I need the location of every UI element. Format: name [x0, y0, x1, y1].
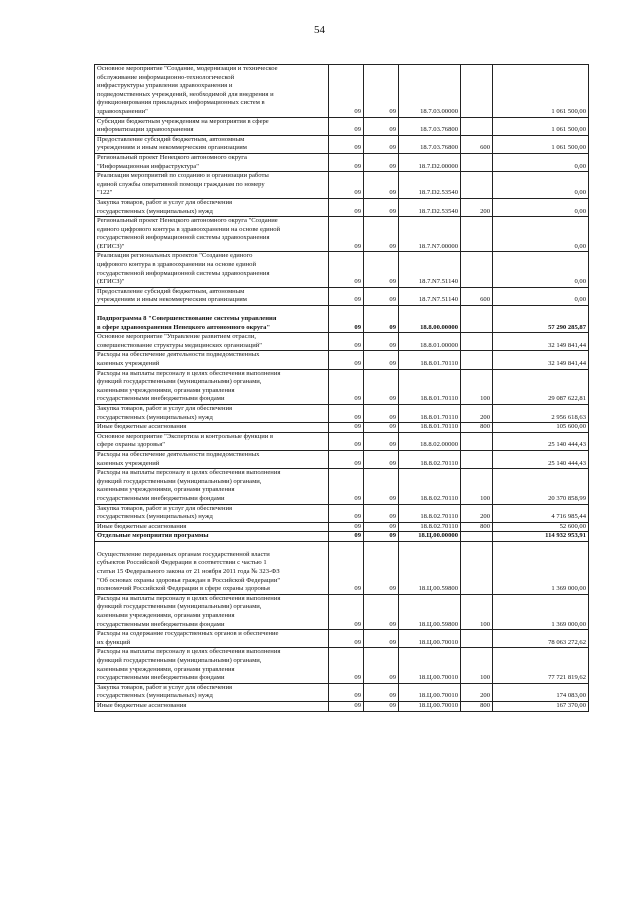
target-article-code-cell: 18.7.D2.53540 — [399, 172, 461, 199]
section-code-cell: 09 — [329, 450, 364, 468]
section-code-cell: 09 — [329, 252, 364, 287]
row-name-cell: Отдельные мероприятия программы — [95, 532, 329, 542]
target-article-code-cell: 18.7.N7.51140 — [399, 252, 461, 287]
amount-cell: 0,00 — [493, 252, 589, 287]
row-name-cell: Основное мероприятие "Управление развитием отрасли, совершенствование структуры медицинских организаций" — [95, 333, 329, 351]
subsection-code-cell: 09 — [364, 701, 399, 711]
table-row — [95, 423, 589, 433]
amount-cell: 4 716 985,44 — [493, 504, 589, 522]
expense-type-code-cell: 600 — [461, 287, 493, 305]
expense-type-code-cell — [461, 217, 493, 252]
table-row — [95, 369, 589, 404]
expense-type-code-cell: 800 — [461, 701, 493, 711]
row-name-cell: Региональный проект Ненецкого автономного округа "Создание единого цифрового контура в здравоохранении на основе единой государственной информационной системы здравоохранения (ЕГИСЗ)" — [95, 217, 329, 252]
expense-type-code-cell — [461, 153, 493, 171]
expense-type-code-cell — [461, 630, 493, 648]
expense-type-code-cell: 100 — [461, 594, 493, 629]
section-code-cell: 09 — [329, 648, 364, 683]
subsection-code-cell: 09 — [364, 541, 399, 594]
amount-cell: 105 600,00 — [493, 423, 589, 433]
subsection-code-cell: 09 — [364, 469, 399, 504]
section-code-cell: 09 — [329, 306, 364, 333]
target-article-code-cell: 18.Ц.00.70010 — [399, 683, 461, 701]
section-code-cell: 09 — [329, 541, 364, 594]
amount-cell: 32 149 841,44 — [493, 351, 589, 369]
subsection-code-cell: 09 — [364, 450, 399, 468]
target-article-code-cell: 18.8.01.70110 — [399, 369, 461, 404]
target-article-code-cell: 18.Ц.00.59800 — [399, 594, 461, 629]
table-row — [95, 701, 589, 711]
row-name-cell: Реализация мероприятий по созданию и организации работы единой службы оперативной помощи гражданам по номеру "122" — [95, 172, 329, 199]
section-code-cell: 09 — [329, 172, 364, 199]
expense-type-code-cell: 200 — [461, 683, 493, 701]
section-code-cell: 09 — [329, 522, 364, 532]
subsection-code-cell: 09 — [364, 252, 399, 287]
row-name-cell: Расходы на обеспечение деятельности подведомственных казенных учреждений — [95, 351, 329, 369]
target-article-code-cell: 18.8.02.00000 — [399, 432, 461, 450]
section-code-cell: 09 — [329, 287, 364, 305]
table-row — [95, 333, 589, 351]
expense-type-code-cell — [461, 117, 493, 135]
section-code-cell: 09 — [329, 198, 364, 216]
section-code-cell: 09 — [329, 423, 364, 433]
section-code-cell: 09 — [329, 683, 364, 701]
amount-cell: 77 721 819,62 — [493, 648, 589, 683]
amount-cell: 25 140 444,43 — [493, 432, 589, 450]
table-row — [95, 65, 589, 118]
amount-cell: 167 370,00 — [493, 701, 589, 711]
expense-type-code-cell: 100 — [461, 648, 493, 683]
row-name-cell: Расходы на содержание государственных органов и обеспечение их функций — [95, 630, 329, 648]
section-code-cell: 09 — [329, 369, 364, 404]
subsection-code-cell: 09 — [364, 135, 399, 153]
table-row — [95, 217, 589, 252]
target-article-code-cell: 18.7.D2.00000 — [399, 153, 461, 171]
section-code-cell: 09 — [329, 432, 364, 450]
amount-cell: 1 369 000,00 — [493, 541, 589, 594]
subsection-code-cell: 09 — [364, 217, 399, 252]
expense-type-code-cell: 200 — [461, 198, 493, 216]
target-article-code-cell: 18.Ц.00.59800 — [399, 541, 461, 594]
subsection-code-cell: 09 — [364, 333, 399, 351]
amount-cell: 78 063 272,62 — [493, 630, 589, 648]
subsection-code-cell: 09 — [364, 522, 399, 532]
table-row — [95, 404, 589, 422]
row-name-cell: Расходы на выплаты персоналу в целях обеспечения выполнения функций государственными (муниципальными) органами, казенными учреждениями, органами управления государственными внебюджетными фондами — [95, 594, 329, 629]
amount-cell: 25 140 444,43 — [493, 450, 589, 468]
expense-type-code-cell — [461, 172, 493, 199]
table-row — [95, 522, 589, 532]
table-row — [95, 648, 589, 683]
row-name-cell: Иные бюджетные ассигнования — [95, 423, 329, 433]
table-row — [95, 153, 589, 171]
row-name-cell: Закупка товаров, работ и услуг для обеспечения государственных (муниципальных) нужд — [95, 683, 329, 701]
amount-cell: 1 061 500,00 — [493, 117, 589, 135]
amount-cell: 0,00 — [493, 198, 589, 216]
budget-table — [94, 64, 589, 712]
table-row — [95, 450, 589, 468]
section-code-cell: 09 — [329, 65, 364, 118]
expense-type-code-cell: 100 — [461, 369, 493, 404]
amount-cell: 0,00 — [493, 217, 589, 252]
row-name-cell: Расходы на выплаты персоналу в целях обеспечения выполнения функций государственными (муниципальными) органами, казенными учреждениями, органами управления государственными внебюджетными фондами — [95, 369, 329, 404]
section-code-cell: 09 — [329, 630, 364, 648]
row-name-cell: Подпрограмма 8 "Совершенствование системы управления в сфере здравоохранения Ненецкого автономного округа" — [95, 306, 329, 333]
expense-type-code-cell — [461, 432, 493, 450]
row-name-cell: Иные бюджетные ассигнования — [95, 522, 329, 532]
section-code-cell: 09 — [329, 701, 364, 711]
subsection-code-cell: 09 — [364, 648, 399, 683]
section-code-cell: 09 — [329, 153, 364, 171]
table-row — [95, 683, 589, 701]
target-article-code-cell: 18.Ц.00.70010 — [399, 701, 461, 711]
subsection-code-cell: 09 — [364, 594, 399, 629]
subsection-code-cell: 09 — [364, 369, 399, 404]
amount-cell: 32 149 841,44 — [493, 333, 589, 351]
amount-cell: 29 087 622,81 — [493, 369, 589, 404]
table-row — [95, 306, 589, 333]
section-code-cell: 09 — [329, 469, 364, 504]
row-name-cell: Региональный проект Ненецкого автономного округа "Информационная инфраструктура" — [95, 153, 329, 171]
amount-cell: 0,00 — [493, 153, 589, 171]
row-name-cell: Субсидии бюджетным учреждениям на мероприятия в сфере информатизации здравоохранения — [95, 117, 329, 135]
target-article-code-cell: 18.7.D2.53540 — [399, 198, 461, 216]
row-name-cell: Предоставление субсидий бюджетным, автономным учреждениям и иным некоммерческим организациям — [95, 135, 329, 153]
row-name-cell: Основное мероприятие "Создание, модернизация и техническое обслуживание информационно-технологической инфраструктуры управления здравоохранения и подведомственных учреждений, необходимой для внедрения и функционирования прикладных информационных систем в здравоохранении" — [95, 65, 329, 118]
target-article-code-cell: 18.Ц.00.70010 — [399, 648, 461, 683]
subsection-code-cell: 09 — [364, 432, 399, 450]
expense-type-code-cell — [461, 541, 493, 594]
table-row — [95, 135, 589, 153]
target-article-code-cell: 18.7.03.00000 — [399, 65, 461, 118]
amount-cell: 114 932 953,91 — [493, 532, 589, 542]
expense-type-code-cell: 600 — [461, 135, 493, 153]
table-row — [95, 198, 589, 216]
page-number: 54 — [314, 24, 325, 36]
expense-type-code-cell — [461, 532, 493, 542]
table-row — [95, 541, 589, 594]
table-row — [95, 351, 589, 369]
table-row — [95, 630, 589, 648]
amount-cell: 1 369 000,00 — [493, 594, 589, 629]
row-name-cell: Предоставление субсидий бюджетным, автономным учреждениям и иным некоммерческим организациям — [95, 287, 329, 305]
subsection-code-cell: 09 — [364, 65, 399, 118]
expense-type-code-cell: 200 — [461, 504, 493, 522]
subsection-code-cell: 09 — [364, 351, 399, 369]
row-name-cell: Реализация региональных проектов "Создание единого цифрового контура в здравоохранении на основе единой государственной информационной системы здравоохранения (ЕГИСЗ)" — [95, 252, 329, 287]
expense-type-code-cell — [461, 351, 493, 369]
subsection-code-cell: 09 — [364, 683, 399, 701]
expense-type-code-cell — [461, 65, 493, 118]
table-row — [95, 172, 589, 199]
section-code-cell: 09 — [329, 135, 364, 153]
target-article-code-cell: 18.8.02.70110 — [399, 504, 461, 522]
subsection-code-cell: 09 — [364, 630, 399, 648]
target-article-code-cell: 18.8.01.70110 — [399, 351, 461, 369]
expense-type-code-cell: 800 — [461, 522, 493, 532]
expense-type-code-cell: 100 — [461, 469, 493, 504]
row-name-cell: Иные бюджетные ассигнования — [95, 701, 329, 711]
table-row — [95, 469, 589, 504]
subsection-code-cell: 09 — [364, 504, 399, 522]
section-code-cell: 09 — [329, 404, 364, 422]
subsection-code-cell: 09 — [364, 117, 399, 135]
row-name-cell: Закупка товаров, работ и услуг для обеспечения государственных (муниципальных) нужд — [95, 404, 329, 422]
amount-cell: 0,00 — [493, 287, 589, 305]
expense-type-code-cell: 800 — [461, 423, 493, 433]
row-name-cell: Расходы на обеспечение деятельности подведомственных казенных учреждений — [95, 450, 329, 468]
table-row — [95, 252, 589, 287]
amount-cell: 2 956 618,63 — [493, 404, 589, 422]
section-code-cell: 09 — [329, 351, 364, 369]
subsection-code-cell: 09 — [364, 198, 399, 216]
amount-cell: 52 600,00 — [493, 522, 589, 532]
target-article-code-cell: 18.8.02.70110 — [399, 469, 461, 504]
row-name-cell: Расходы на выплаты персоналу в целях обеспечения выполнения функций государственными (муниципальными) органами, казенными учреждениями, органами управления государственными внебюджетными фондами — [95, 648, 329, 683]
target-article-code-cell: 18.7.03.76800 — [399, 117, 461, 135]
subsection-code-cell: 09 — [364, 306, 399, 333]
amount-cell: 1 061 500,00 — [493, 65, 589, 118]
section-code-cell: 09 — [329, 217, 364, 252]
target-article-code-cell: 18.8.00.00000 — [399, 306, 461, 333]
subsection-code-cell: 09 — [364, 153, 399, 171]
table-row — [95, 287, 589, 305]
target-article-code-cell: 18.7.N7.00000 — [399, 217, 461, 252]
target-article-code-cell: 18.Ц.00.00000 — [399, 532, 461, 542]
expense-type-code-cell — [461, 252, 493, 287]
table-row — [95, 532, 589, 542]
row-name-cell: Основное мероприятие "Экспертиза и контрольные функции в сфере охраны здоровья" — [95, 432, 329, 450]
budget-table-body — [95, 65, 589, 712]
table-row — [95, 432, 589, 450]
subsection-code-cell: 09 — [364, 423, 399, 433]
row-name-cell: Расходы на выплаты персоналу в целях обеспечения выполнения функций государственными (муниципальными) органами, казенными учреждениями, органами управления государственными внебюджетными фондами — [95, 469, 329, 504]
section-code-cell: 09 — [329, 117, 364, 135]
section-code-cell: 09 — [329, 532, 364, 542]
target-article-code-cell: 18.8.01.00000 — [399, 333, 461, 351]
table-row — [95, 504, 589, 522]
target-article-code-cell: 18.8.02.70110 — [399, 450, 461, 468]
amount-cell: 0,00 — [493, 172, 589, 199]
expense-type-code-cell — [461, 333, 493, 351]
section-code-cell: 09 — [329, 504, 364, 522]
expense-type-code-cell — [461, 450, 493, 468]
amount-cell: 57 290 285,87 — [493, 306, 589, 333]
row-name-cell: Закупка товаров, работ и услуг для обеспечения государственных (муниципальных) нужд — [95, 198, 329, 216]
target-article-code-cell: 18.Ц.00.70010 — [399, 630, 461, 648]
target-article-code-cell: 18.8.01.70110 — [399, 423, 461, 433]
section-code-cell: 09 — [329, 594, 364, 629]
table-row — [95, 594, 589, 629]
amount-cell: 174 083,00 — [493, 683, 589, 701]
subsection-code-cell: 09 — [364, 404, 399, 422]
table-row — [95, 117, 589, 135]
section-code-cell: 09 — [329, 333, 364, 351]
row-name-cell: Закупка товаров, работ и услуг для обеспечения государственных (муниципальных) нужд — [95, 504, 329, 522]
target-article-code-cell: 18.7.N7.51140 — [399, 287, 461, 305]
amount-cell: 20 370 858,99 — [493, 469, 589, 504]
expense-type-code-cell — [461, 306, 493, 333]
subsection-code-cell: 09 — [364, 532, 399, 542]
expense-type-code-cell: 200 — [461, 404, 493, 422]
target-article-code-cell: 18.7.03.76800 — [399, 135, 461, 153]
row-name-cell: Осуществление переданных органам государственной власти субъектов Российской Федерации в соответствии с частью 1 статьи 15 Федерального закона от 21 ноября 2011 года № 323-ФЗ "Об основах охраны здоровья граждан в Российской Федерации" полномочий Российской Федерации в сфере охраны здоровья — [95, 541, 329, 594]
target-article-code-cell: 18.8.01.70110 — [399, 404, 461, 422]
subsection-code-cell: 09 — [364, 287, 399, 305]
target-article-code-cell: 18.8.02.70110 — [399, 522, 461, 532]
subsection-code-cell: 09 — [364, 172, 399, 199]
amount-cell: 1 061 500,00 — [493, 135, 589, 153]
